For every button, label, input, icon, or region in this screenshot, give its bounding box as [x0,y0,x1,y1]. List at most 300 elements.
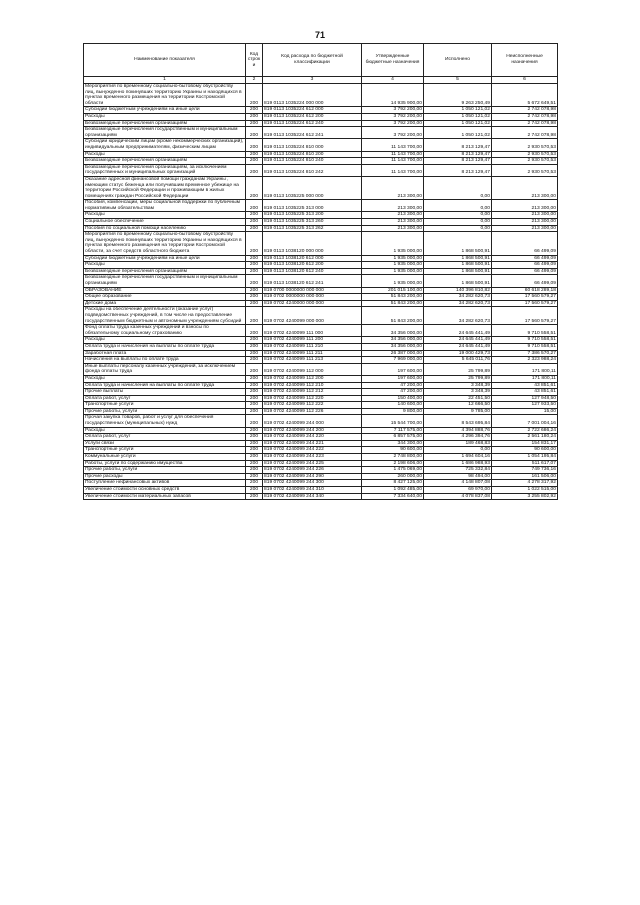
row-name: Оказание адресной финансовой помощи гражданам Украины , имеющим статус беженца или получившим временное убежище на территории Российской Федерации и проживающим в жилых помещениях граждан Российской Федерации [84,176,246,199]
row-unexecuted: 9 710 558,51 [492,337,558,344]
row-executed: 0,00 [424,447,492,454]
row-line-code: 200 [246,219,263,226]
table-row [84,337,558,344]
row-classification-code: 819 0702 4240000 000 000 [263,300,362,307]
row-line-code: 200 [246,375,263,382]
row-unexecuted: 7 001 004,16 [492,415,558,427]
row-approved: 213 300,00 [362,225,424,232]
table-row [84,200,558,212]
row-classification-code: 819 0702 4240099 112 000 [263,363,362,375]
row-classification-code: 819 0702 4240099 112 222 [263,402,362,409]
row-approved: 213 300,00 [362,200,424,212]
row-line-code: 200 [246,176,263,199]
row-executed: 140 396 810,82 [424,287,492,294]
row-approved: 2 748 800,00 [362,454,424,461]
row-name: Мероприятия по временному социально-бытовому обустройству лиц, вынужденно покинувших территорию Украины и находящихся в пунктах временного размещения на территории Костромской области, за счет средств областного бюджета [84,232,246,255]
row-classification-code: 819 0702 4240099 111 000 [263,325,362,337]
row-unexecuted: 43 851,61 [492,389,558,396]
row-executed: 1 694 604,16 [424,454,492,461]
row-line-code: 200 [246,408,263,415]
row-approved: 7 969 000,00 [362,357,424,364]
row-line-code: 200 [246,460,263,467]
row-name: Прочие работы, услуги [84,467,246,474]
row-approved: 11 143 700,00 [362,164,424,176]
row-classification-code: 819 0113 1035224 612 200 [263,113,362,120]
row-approved: 197 600,00 [362,375,424,382]
row-executed: 19 000 429,73 [424,350,492,357]
row-executed: 1 868 500,91 [424,275,492,287]
row-name: Расходы [84,113,246,120]
row-unexecuted: 171 800,11 [492,363,558,375]
row-line-code: 200 [246,84,263,107]
row-executed: 8 213 129,47 [424,139,492,151]
row-classification-code: 819 0113 1035225 313 000 [263,200,362,212]
row-classification-code: 819 0113 1038120 000 000 [263,232,362,255]
row-line-code: 200 [246,343,263,350]
row-name: Безвозмездные перечисления государственным и муниципальным организациям [84,275,246,287]
row-name: Детские дома [84,300,246,307]
table-row [84,493,558,500]
table-row [84,232,558,255]
row-executed: 69 970,00 [424,487,492,494]
row-name: Субсидии бюджетным учреждениям на иные цели [84,107,246,114]
row-approved: 3 792 200,00 [362,120,424,127]
table-row [84,408,558,415]
row-name: Расходы [84,375,246,382]
row-name: Работы, услуги по содержанию имущества [84,460,246,467]
row-name: ОБРАЗОВАНИЕ [84,287,246,294]
row-unexecuted: 2 742 078,98 [492,120,558,127]
row-executed: 1 050 121,02 [424,120,492,127]
row-approved: 8 427 125,00 [362,480,424,487]
row-unexecuted: 66 499,09 [492,255,558,262]
row-name: Пособия, компенсации, меры социальной поддержки по публичным нормативным обязательствам [84,200,246,212]
table-row [84,440,558,447]
row-executed: 34 282 620,73 [424,300,492,307]
table-row [84,139,558,151]
row-approved: 51 843 200,00 [362,300,424,307]
row-approved: 47 200,00 [362,389,424,396]
row-name: Расходы [84,151,246,158]
row-unexecuted: 2 323 988,24 [492,357,558,364]
row-name: Коммунальные услуги [84,454,246,461]
row-classification-code: 819 0702 4240099 244 221 [263,440,362,447]
row-name: Расходы на обеспечение деятельности (оказание услуг) подведомственных учреждений, в том числе на предоставление государственным бюджетным и автономным учреждениям субсидий [84,307,246,325]
row-approved: 3 792 200,00 [362,113,424,120]
row-approved: 2 198 606,00 [362,460,424,467]
row-line-code: 200 [246,255,263,262]
row-unexecuted: 2 742 078,98 [492,107,558,114]
row-executed: 24 645 441,49 [424,325,492,337]
row-executed: 25 799,89 [424,375,492,382]
row-line-code: 200 [246,275,263,287]
row-executed: 4 148 807,08 [424,480,492,487]
row-classification-code: 819 0702 4240099 111 210 [263,343,362,350]
row-classification-code: 819 0113 1035225 000 000 [263,176,362,199]
header-unexecuted: Неисполненные назначения [492,44,558,77]
row-classification-code: 819 0113 1035224 612 240 [263,120,362,127]
row-name: Оплата работ, услуг [84,434,246,441]
row-executed: 24 645 441,49 [424,337,492,344]
row-approved: 51 843 200,00 [362,307,424,325]
row-executed: 0,00 [424,219,492,226]
row-line-code: 200 [246,363,263,375]
table-row [84,382,558,389]
row-unexecuted: 66 499,09 [492,268,558,275]
table-row [84,343,558,350]
row-executed: 9 263 250,49 [424,84,492,107]
row-classification-code: 819 0702 4240099 000 000 [263,307,362,325]
row-classification-code: 819 0113 1035225 313 262 [263,225,362,232]
row-name: Оплата труда и начисления на выплаты по оплате труда [84,382,246,389]
row-unexecuted: 127 933,50 [492,402,558,409]
table-row [84,395,558,402]
column-number: 5 [424,77,492,84]
row-unexecuted: 2 930 570,53 [492,151,558,158]
row-line-code: 200 [246,120,263,127]
table-row [84,268,558,275]
row-executed: 4 394 888,76 [424,427,492,434]
row-classification-code: 819 0702 4240099 244 300 [263,480,362,487]
row-approved: 150 400,00 [362,395,424,402]
row-classification-code: 819 0702 4240099 112 226 [263,408,362,415]
row-executed: 1 868 500,91 [424,232,492,255]
row-executed: 1 868 500,91 [424,262,492,269]
row-unexecuted: 4 278 317,92 [492,480,558,487]
row-approved: 140 600,00 [362,402,424,409]
row-line-code: 200 [246,212,263,219]
row-classification-code: 819 0702 0000000 000 000 [263,294,362,301]
column-number: 6 [492,77,558,84]
row-classification-code: 819 0113 1035224 612 241 [263,127,362,139]
table-row [84,113,558,120]
row-unexecuted: 2 930 570,53 [492,164,558,176]
row-line-code: 200 [246,158,263,165]
row-line-code: 200 [246,487,263,494]
table-row [84,415,558,427]
table-row [84,357,558,364]
row-unexecuted: 2 561 180,24 [492,434,558,441]
row-line-code: 200 [246,294,263,301]
table-row [84,487,558,494]
row-unexecuted: 2 930 570,53 [492,139,558,151]
row-line-code: 200 [246,357,263,364]
row-approved: 344 300,00 [362,440,424,447]
row-classification-code: 819 0113 1035224 612 000 [263,107,362,114]
table-row [84,275,558,287]
header-executed: Исполнено [424,44,492,77]
column-number-row [84,77,558,84]
row-approved: 34 356 000,00 [362,343,424,350]
row-name: Расходы [84,427,246,434]
table-row [84,219,558,226]
row-approved: 213 300,00 [362,219,424,226]
row-executed: 1 050 121,02 [424,107,492,114]
row-classification-code: 819 0702 4240099 111 213 [263,357,362,364]
row-unexecuted: 213 300,00 [492,212,558,219]
row-line-code: 200 [246,382,263,389]
header-line-code: Код строк и [246,44,263,77]
row-classification-code: 819 0113 1035224 810 242 [263,164,362,176]
row-unexecuted: 127 948,50 [492,395,558,402]
row-unexecuted: 17 560 579,27 [492,307,558,325]
row-approved: 26 387 000,00 [362,350,424,357]
row-line-code: 200 [246,467,263,474]
row-executed: 5 645 011,76 [424,357,492,364]
row-name: Оплата работ, услуг [84,395,246,402]
row-line-code: 200 [246,402,263,409]
row-executed: 8 213 129,47 [424,158,492,165]
row-executed: 3 348,39 [424,382,492,389]
header-indicator-name: Наименование показателя [84,44,246,77]
row-classification-code: 819 0702 4240099 112 212 [263,389,362,396]
row-name: Безвозмездные перечисления организациям, за исключением государственных и муниципальных организаций [84,164,246,176]
row-name: Транспортные услуги [84,402,246,409]
row-name: Субсидии юридическим лицам (кроме некоммерческих организаций), индивидуальным предпринимателям, физическим лицам [84,139,246,151]
column-number: 4 [362,77,424,84]
row-classification-code: 819 0702 4240099 244 225 [263,460,362,467]
row-approved: 34 356 000,00 [362,337,424,344]
table-row [84,107,558,114]
column-number: 3 [263,77,362,84]
row-classification-code: 819 0702 4240099 244 000 [263,415,362,427]
row-approved: 7 117 575,00 [362,427,424,434]
row-classification-code: 819 0702 4240099 244 340 [263,493,362,500]
row-approved: 1 935 000,00 [362,232,424,255]
row-name: Увеличение стоимости материальных запасов [84,493,246,500]
row-classification-code: 819 0113 1038120 612 240 [263,268,362,275]
row-line-code: 200 [246,107,263,114]
row-name: Прочие работы, услуги [84,408,246,415]
row-executed: 8 213 129,47 [424,164,492,176]
row-approved: 6 857 575,00 [362,434,424,441]
row-line-code: 200 [246,127,263,139]
row-line-code: 200 [246,307,263,325]
table-row [84,480,558,487]
row-line-code: 200 [246,200,263,212]
row-name: Транспортные услуги [84,447,246,454]
row-unexecuted: 66 499,09 [492,232,558,255]
table-row [84,363,558,375]
table-row [84,287,558,294]
row-unexecuted: 66 499,09 [492,262,558,269]
table-row [84,176,558,199]
table-row [84,350,558,357]
row-classification-code: 819 0113 1035224 810 240 [263,158,362,165]
row-name: Иные выплаты персоналу казенных учреждений, за исключением фонда оплаты труда [84,363,246,375]
row-approved: 213 300,00 [362,176,424,199]
page-number: 71 [314,30,325,40]
row-line-code: 200 [246,480,263,487]
row-line-code: 200 [246,225,263,232]
row-approved: 201 015 100,00 [362,287,424,294]
row-executed: 22 451,50 [424,395,492,402]
table-row [84,389,558,396]
row-line-code: 200 [246,151,263,158]
row-classification-code: 819 0702 4240099 244 310 [263,487,362,494]
row-executed: 0,00 [424,225,492,232]
table-row [84,212,558,219]
row-classification-code: 819 0702 4240099 244 223 [263,454,362,461]
row-line-code: 200 [246,350,263,357]
row-name: Прочая закупка товаров, работ и услуг для обеспечения государственных (муниципальных) нужд [84,415,246,427]
row-approved: 1 935 000,00 [362,275,424,287]
table-row [84,325,558,337]
row-line-code: 200 [246,325,263,337]
row-executed: 1 868 500,91 [424,255,492,262]
row-unexecuted: 171 800,11 [492,375,558,382]
row-approved: 51 843 200,00 [362,294,424,301]
row-executed: 8 543 695,84 [424,415,492,427]
row-name: Общее образование [84,294,246,301]
row-name: Безвозмездные перечисления организациям [84,158,246,165]
row-name: Расходы [84,262,246,269]
header-approved: Утвержденные бюджетные назначения [362,44,424,77]
table-header-row [84,44,558,77]
table-row [84,447,558,454]
row-unexecuted: 43 851,61 [492,382,558,389]
row-name: Услуги связи [84,440,246,447]
row-approved: 197 600,00 [362,363,424,375]
row-classification-code: 819 0702 4240099 112 210 [263,382,362,389]
table-row [84,434,558,441]
row-classification-code: 819 0702 4240099 244 226 [263,467,362,474]
table-row [84,294,558,301]
row-unexecuted: 9 710 558,51 [492,325,558,337]
row-name: Прочие выплаты [84,389,246,396]
row-executed: 1 868 500,91 [424,268,492,275]
table-row [84,164,558,176]
table-row [84,151,558,158]
row-line-code: 200 [246,454,263,461]
row-line-code: 200 [246,427,263,434]
row-unexecuted: 15,00 [492,408,558,415]
row-approved: 47 200,00 [362,382,424,389]
row-executed: 34 282 620,73 [424,307,492,325]
row-approved: 14 935 900,00 [362,84,424,107]
row-executed: 3 348,39 [424,389,492,396]
row-approved: 260 000,00 [362,473,424,480]
row-line-code: 200 [246,493,263,500]
row-executed: 725 332,84 [424,467,492,474]
row-classification-code: 819 0702 4240099 244 290 [263,473,362,480]
row-classification-code: 819 0113 1035225 313 200 [263,212,362,219]
table-body [84,84,558,500]
row-classification-code: 819 0700 0000000 000 000 [263,287,362,294]
header-classification-code: Код расхода по бюджетной классификации [263,44,362,77]
row-approved: 7 334 640,00 [362,493,424,500]
row-approved: 1 935 000,00 [362,262,424,269]
row-name: Расходы [84,212,246,219]
row-unexecuted: 1 022 515,00 [492,487,558,494]
budget-execution-table [83,43,558,500]
row-executed: 25 799,89 [424,363,492,375]
row-unexecuted: 90 600,00 [492,447,558,454]
row-classification-code: 819 0702 4240099 111 200 [263,337,362,344]
row-executed: 1 686 988,93 [424,460,492,467]
row-unexecuted: 1 054 195,84 [492,454,558,461]
row-name: Безвозмездные перечисления организациям [84,120,246,127]
table-row [84,454,558,461]
row-approved: 15 544 700,00 [362,415,424,427]
row-approved: 11 143 700,00 [362,151,424,158]
row-name: Субсидии бюджетным учреждениям на иные цели [84,255,246,262]
row-classification-code: 819 0113 1038120 612 241 [263,275,362,287]
row-line-code: 200 [246,415,263,427]
row-line-code: 200 [246,262,263,269]
table-row [84,300,558,307]
table-row [84,262,558,269]
row-name: Безвозмездные перечисления государственным и муниципальным организациям [84,127,246,139]
row-executed: 24 645 441,49 [424,343,492,350]
row-executed: 4 296 394,76 [424,434,492,441]
row-executed: 8 213 129,47 [424,151,492,158]
table-row [84,427,558,434]
table-row [84,158,558,165]
row-unexecuted: 213 300,00 [492,200,558,212]
row-executed: 34 282 620,73 [424,294,492,301]
row-name: Начисления на выплаты по оплате труда [84,357,246,364]
row-executed: 0,00 [424,200,492,212]
row-unexecuted: 66 499,09 [492,275,558,287]
row-approved: 9 800,00 [362,408,424,415]
row-executed: 4 078 837,08 [424,493,492,500]
row-approved: 3 792 200,00 [362,107,424,114]
row-unexecuted: 161 506,00 [492,473,558,480]
table-row [84,84,558,107]
row-executed: 1 050 121,02 [424,127,492,139]
row-line-code: 200 [246,337,263,344]
row-line-code: 200 [246,139,263,151]
row-name: Фонд оплаты труда казенных учреждений и взносы по обязательному социальному страхованию [84,325,246,337]
row-line-code: 200 [246,440,263,447]
row-approved: 213 300,00 [362,212,424,219]
row-unexecuted: 2 742 078,98 [492,113,558,120]
row-executed: 1 050 121,02 [424,113,492,120]
row-line-code: 200 [246,447,263,454]
row-classification-code: 819 0113 1035224 810 200 [263,151,362,158]
row-approved: 1 935 000,00 [362,255,424,262]
row-unexecuted: 213 300,00 [492,176,558,199]
row-executed: 98 494,00 [424,473,492,480]
table-row [84,460,558,467]
row-approved: 11 143 700,00 [362,139,424,151]
row-approved: 90 600,00 [362,447,424,454]
row-name: Увеличение стоимости основных средств [84,487,246,494]
row-name: Пособия по социальной помощи населению [84,225,246,232]
row-executed: 0,00 [424,176,492,199]
row-classification-code: 819 0113 1035224 810 000 [263,139,362,151]
row-line-code: 200 [246,164,263,176]
row-unexecuted: 2 930 570,53 [492,158,558,165]
table-row [84,402,558,409]
row-executed: 0,00 [424,212,492,219]
row-approved: 34 356 000,00 [362,325,424,337]
column-number: 2 [246,77,263,84]
row-classification-code: 819 0113 1035224 000 000 [263,84,362,107]
row-unexecuted: 9 710 558,51 [492,343,558,350]
row-unexecuted: 511 617,07 [492,460,558,467]
row-line-code: 200 [246,389,263,396]
row-name: Безвозмездные перечисления организациям [84,268,246,275]
row-name: Расходы [84,337,246,344]
table-row [84,307,558,325]
row-classification-code: 819 0702 4240099 112 220 [263,395,362,402]
row-classification-code: 819 0702 4240099 111 211 [263,350,362,357]
row-name: Заработная плата [84,350,246,357]
row-classification-code: 819 0113 1038120 612 000 [263,255,362,262]
row-executed: 12 666,50 [424,402,492,409]
